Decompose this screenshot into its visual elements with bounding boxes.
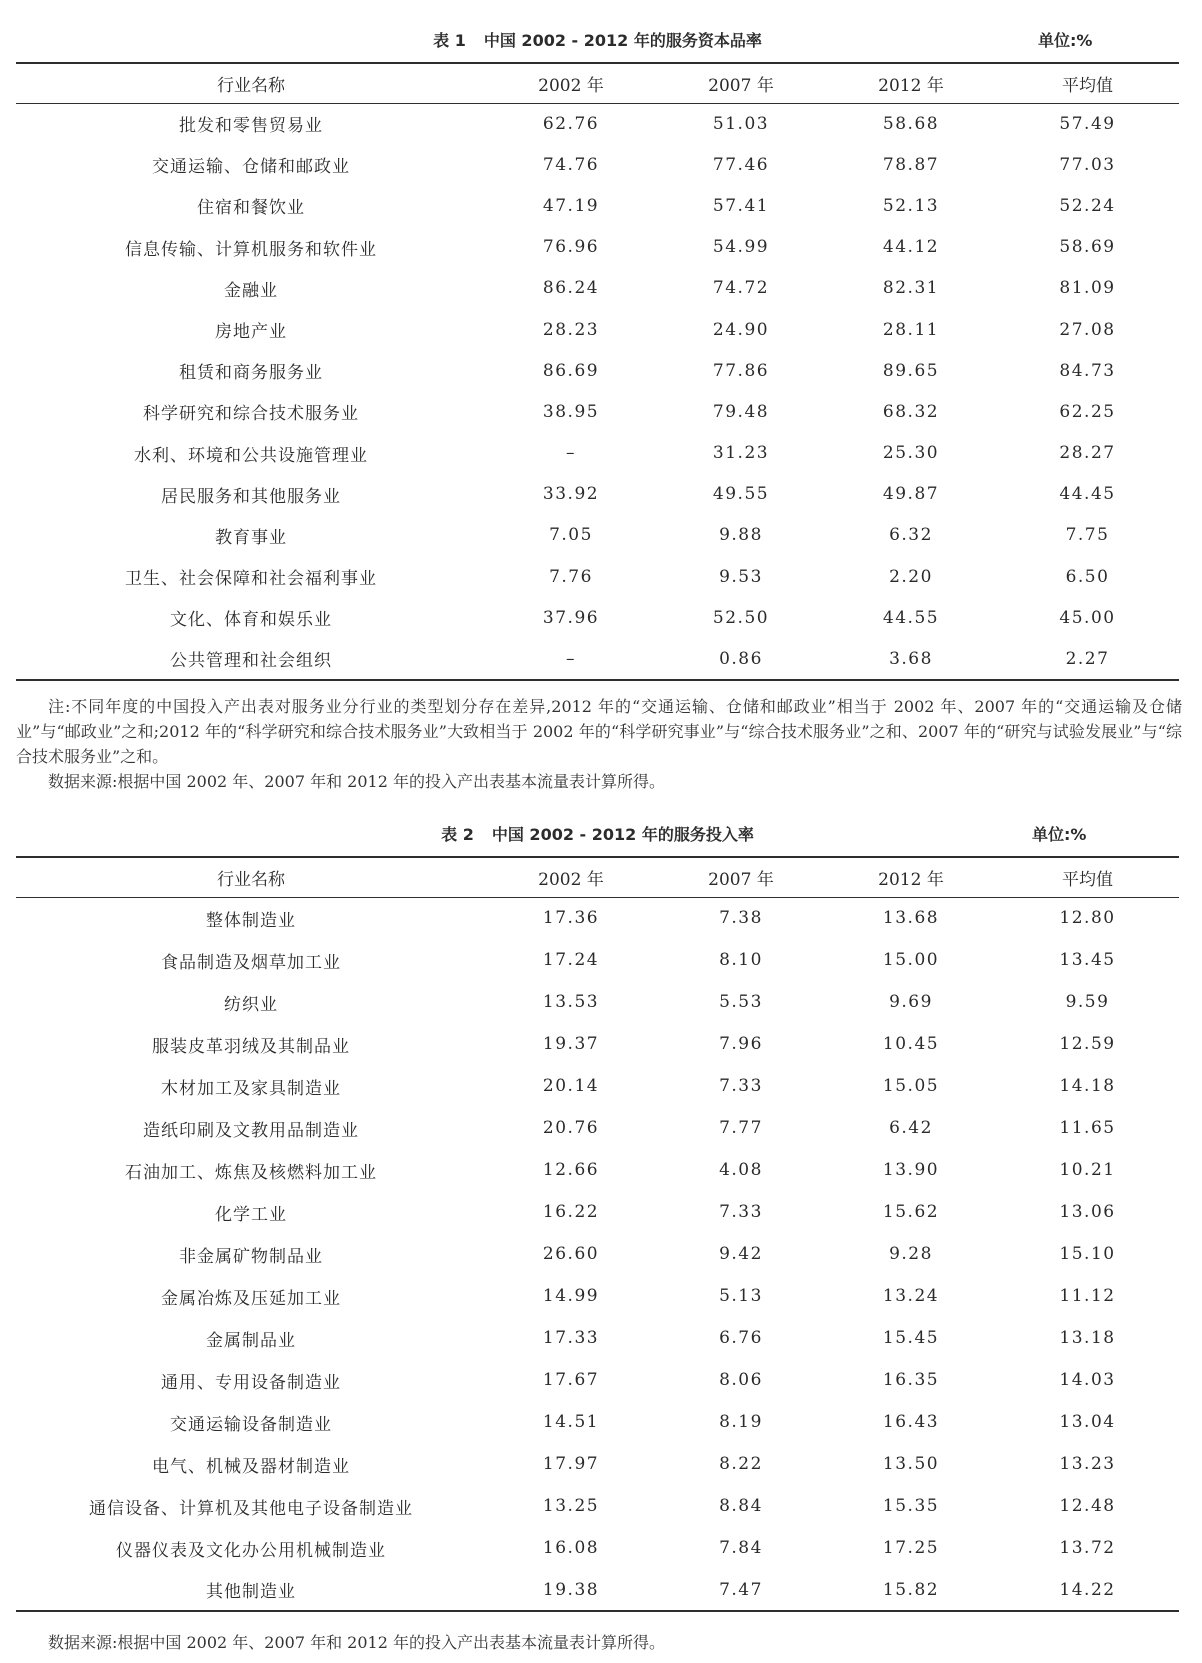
value-cell: 74.76 — [542, 154, 600, 175]
value-cell: 44.45 — [1059, 484, 1116, 505]
table-row — [16, 1527, 1179, 1569]
table2-body — [16, 897, 1179, 1611]
value-cell: 16.22 — [542, 1202, 600, 1222]
value-cell: 82.31 — [882, 278, 940, 299]
value-cell: 62.76 — [542, 113, 600, 134]
value-cell: 5.53 — [719, 992, 763, 1012]
value-cell: 6.76 — [719, 1328, 763, 1348]
table-row — [16, 350, 1179, 391]
value-cell: 15.10 — [1059, 1244, 1116, 1264]
value-cell: 16.43 — [882, 1412, 940, 1432]
table-row — [16, 309, 1179, 350]
value-cell: 11.65 — [1059, 1118, 1116, 1138]
industry-name-cell: 租赁和商务服务业 — [179, 363, 323, 384]
value-cell: 12.48 — [1059, 1496, 1116, 1516]
table1 — [16, 62, 1179, 681]
table-row — [16, 268, 1179, 309]
industry-name-cell: 通用、专用设备制造业 — [161, 1372, 341, 1393]
value-cell: 13.68 — [882, 908, 940, 929]
table-row — [16, 144, 1179, 185]
value-cell: 81.09 — [1059, 278, 1116, 299]
industry-name-cell: 文化、体育和娱乐业 — [170, 610, 332, 631]
value-cell: 76.96 — [542, 237, 600, 258]
value-cell: 7.47 — [656, 1569, 826, 1611]
column-header: 2002 年 — [486, 63, 656, 103]
table1-number: 表 1 — [433, 31, 466, 50]
value-cell: 12.59 — [1059, 1034, 1116, 1054]
value-cell: 8.19 — [719, 1412, 763, 1432]
value-cell: 19.38 — [486, 1569, 656, 1611]
table-row — [16, 1443, 1179, 1485]
value-cell: 10.21 — [1059, 1160, 1116, 1180]
table-row — [16, 103, 1179, 144]
value-cell: 15.05 — [882, 1076, 940, 1096]
value-cell: 44.12 — [882, 237, 940, 258]
value-cell: 49.55 — [712, 484, 770, 505]
industry-name-cell: 其他制造业 — [16, 1569, 486, 1611]
table2-title-line — [16, 820, 1179, 850]
table-row — [16, 1149, 1179, 1191]
value-cell: 14.22 — [996, 1569, 1179, 1611]
value-cell: 9.69 — [889, 992, 933, 1012]
industry-name-cell: 通信设备、计算机及其他电子设备制造业 — [89, 1498, 413, 1519]
value-cell: 89.65 — [882, 360, 940, 381]
industry-name-cell: 金属制品业 — [206, 1330, 296, 1351]
value-cell: 9.53 — [719, 566, 763, 587]
industry-name-cell: 非金属矿物制品业 — [179, 1246, 323, 1267]
value-cell: 33.92 — [542, 484, 600, 505]
value-cell: 17.97 — [542, 1454, 600, 1474]
value-cell: 7.33 — [719, 1076, 763, 1096]
value-cell: 11.12 — [1059, 1286, 1116, 1306]
table-row — [16, 474, 1179, 515]
value-cell: 4.08 — [719, 1160, 763, 1180]
table1-caption — [16, 26, 1179, 56]
industry-name-cell: 造纸印刷及文教用品制造业 — [143, 1120, 359, 1141]
value-cell: – — [486, 638, 656, 679]
table1-title-line — [16, 26, 1179, 56]
value-cell: 58.68 — [882, 113, 940, 134]
value-cell: 13.45 — [1059, 950, 1116, 970]
table-row — [16, 638, 1179, 679]
industry-name-cell: 食品制造及烟草加工业 — [161, 952, 341, 973]
column-header: 行业名称 — [16, 63, 486, 103]
table-row — [16, 981, 1179, 1023]
value-cell: 20.76 — [542, 1118, 600, 1138]
value-cell: 28.11 — [882, 319, 940, 340]
value-cell: 49.87 — [882, 484, 940, 505]
value-cell: 8.84 — [719, 1496, 763, 1516]
industry-name-cell: 教育事业 — [215, 527, 287, 548]
value-cell: 54.99 — [712, 237, 770, 258]
column-header: 行业名称 — [16, 857, 486, 897]
industry-name-cell: 金融业 — [224, 280, 278, 301]
value-cell: 79.48 — [712, 401, 770, 422]
table1-title: 中国 2002 - 2012 年的服务资本品率 — [483, 31, 762, 50]
value-cell: 86.69 — [542, 360, 600, 381]
table-row — [16, 1317, 1179, 1359]
column-header: 2012 年 — [826, 857, 996, 897]
table2-number: 表 2 — [441, 825, 474, 844]
table-row — [16, 597, 1179, 638]
value-cell: 52.50 — [712, 607, 770, 628]
value-cell: 26.60 — [542, 1244, 600, 1264]
column-header: 2007 年 — [656, 857, 826, 897]
value-cell: 8.06 — [719, 1370, 763, 1390]
value-cell: 7.77 — [719, 1118, 763, 1138]
value-cell: 13.23 — [1059, 1454, 1116, 1474]
value-cell: 3.68 — [826, 638, 996, 679]
table-row — [16, 1401, 1179, 1443]
value-cell: 16.08 — [542, 1538, 600, 1558]
industry-name-cell: 金属冶炼及压延加工业 — [161, 1288, 341, 1309]
value-cell: 13.72 — [1059, 1538, 1116, 1558]
industry-name-cell: 水利、环境和公共设施管理业 — [134, 445, 368, 466]
value-cell: 12.80 — [1059, 908, 1116, 929]
value-cell: 68.32 — [882, 401, 940, 422]
table-row — [16, 1107, 1179, 1149]
value-cell: 13.18 — [1059, 1328, 1116, 1348]
value-cell: 0.86 — [656, 638, 826, 679]
value-cell: 15.35 — [882, 1496, 940, 1516]
value-cell: 78.87 — [882, 154, 940, 175]
value-cell: 16.35 — [882, 1370, 940, 1390]
table2-header-row — [16, 857, 1179, 897]
value-cell: 9.59 — [1065, 992, 1110, 1012]
value-cell: 13.06 — [1059, 1202, 1116, 1222]
industry-name-cell: 房地产业 — [215, 322, 287, 343]
table-row — [16, 433, 1179, 474]
value-cell: 9.42 — [719, 1244, 763, 1264]
column-header: 平均值 — [996, 63, 1179, 103]
value-cell: 15.62 — [882, 1202, 940, 1222]
industry-name-cell: 电气、机械及器材制造业 — [152, 1456, 350, 1477]
table2-notes — [16, 1630, 1182, 1655]
value-cell: 17.36 — [542, 908, 600, 929]
value-cell: 7.38 — [719, 908, 763, 929]
table-row — [16, 1065, 1179, 1107]
value-cell: 13.53 — [542, 992, 600, 1012]
table2-title: 中国 2002 - 2012 年的服务投入率 — [491, 825, 754, 844]
value-cell: 6.42 — [889, 1118, 933, 1138]
value-cell: 7.75 — [1065, 525, 1110, 546]
value-cell: 14.51 — [542, 1412, 600, 1432]
value-cell: 52.13 — [882, 195, 940, 216]
table-row — [16, 939, 1179, 981]
value-cell: 8.10 — [719, 950, 763, 970]
value-cell: 84.73 — [1059, 360, 1116, 381]
value-cell: 27.08 — [1059, 319, 1116, 340]
industry-name-cell: 住宿和餐饮业 — [197, 198, 305, 219]
value-cell: 17.67 — [542, 1370, 600, 1390]
table1-note: 注:不同年度的中国投入产出表对服务业分行业的类型划分存在差异,2012 年的“交通运输、仓储和邮政业”相当于 2002 年、2007 年的“交通运输及仓储业”与“邮政业”之和;2012 年的“科学研究和综合技术服务业”大致相当于 2002 年的“科学研究事业”与“综合技术服务业”之和、2007 年的“研究与试验发展业”与“综合技术服务业”之和。 — [16, 697, 1182, 766]
value-cell: 6.32 — [889, 525, 933, 546]
value-cell: 13.50 — [882, 1454, 940, 1474]
industry-name-cell: 批发和零售贸易业 — [179, 116, 323, 137]
value-cell: 19.37 — [542, 1034, 600, 1054]
table-row — [16, 515, 1179, 556]
industry-name-cell: 卫生、社会保障和社会福利事业 — [125, 569, 377, 590]
value-cell: 15.45 — [882, 1328, 940, 1348]
value-cell: 5.13 — [719, 1286, 763, 1306]
industry-name-cell: 化学工业 — [215, 1204, 287, 1225]
table-row — [16, 1359, 1179, 1401]
value-cell: 17.25 — [882, 1538, 940, 1558]
value-cell: 28.27 — [1059, 443, 1116, 464]
industry-name-cell: 交通运输、仓储和邮政业 — [152, 157, 350, 178]
value-cell: 31.23 — [712, 443, 770, 464]
value-cell: 77.86 — [712, 360, 770, 381]
value-cell: 2.27 — [996, 638, 1179, 679]
value-cell: 6.50 — [1065, 566, 1110, 587]
value-cell: 9.88 — [719, 525, 763, 546]
value-cell: 74.72 — [712, 278, 770, 299]
column-header: 2007 年 — [656, 63, 826, 103]
table-row — [16, 391, 1179, 432]
value-cell: 7.76 — [549, 566, 593, 587]
table-row — [16, 556, 1179, 597]
table-row — [16, 185, 1179, 226]
table1-body — [16, 103, 1179, 680]
value-cell: 44.55 — [882, 607, 940, 628]
table2-unit: 单位:% — [1032, 825, 1087, 844]
table1-unit: 单位:% — [1038, 31, 1093, 50]
value-cell: 77.46 — [712, 154, 770, 175]
value-cell: 20.14 — [542, 1076, 600, 1096]
value-cell: 8.22 — [719, 1454, 763, 1474]
value-cell: 52.24 — [1059, 195, 1116, 216]
industry-name-cell: 石油加工、炼焦及核燃料加工业 — [125, 1162, 377, 1183]
value-cell: 7.05 — [549, 525, 593, 546]
table-row — [16, 1191, 1179, 1233]
value-cell: – — [566, 443, 576, 464]
value-cell: 10.45 — [882, 1034, 940, 1054]
value-cell: 57.49 — [1059, 113, 1116, 134]
industry-name-cell: 木材加工及家具制造业 — [161, 1078, 341, 1099]
table-row — [16, 1275, 1179, 1317]
value-cell: 13.25 — [542, 1496, 600, 1516]
industry-name-cell: 居民服务和其他服务业 — [161, 486, 341, 507]
value-cell: 17.24 — [542, 950, 600, 970]
value-cell: 45.00 — [1059, 607, 1116, 628]
value-cell: 57.41 — [712, 195, 770, 216]
column-header: 2002 年 — [486, 857, 656, 897]
value-cell: 58.69 — [1059, 237, 1116, 258]
industry-name-cell: 信息传输、计算机服务和软件业 — [125, 239, 377, 260]
table-row — [16, 227, 1179, 268]
value-cell: 9.28 — [889, 1244, 933, 1264]
column-header: 2012 年 — [826, 63, 996, 103]
value-cell: 7.96 — [719, 1034, 763, 1054]
value-cell: 14.03 — [1059, 1370, 1116, 1390]
value-cell: 47.19 — [542, 195, 600, 216]
table-row — [16, 897, 1179, 939]
value-cell: 37.96 — [542, 607, 600, 628]
value-cell: 77.03 — [1059, 154, 1116, 175]
value-cell: 38.95 — [542, 401, 600, 422]
value-cell: 15.82 — [826, 1569, 996, 1611]
value-cell: 2.20 — [889, 566, 933, 587]
value-cell: 12.66 — [542, 1160, 600, 1180]
column-header: 平均值 — [996, 857, 1179, 897]
industry-name-cell: 交通运输设备制造业 — [170, 1414, 332, 1435]
industry-name-cell: 仪器仪表及文化办公用机械制造业 — [116, 1540, 386, 1561]
industry-name-cell: 科学研究和综合技术服务业 — [143, 404, 359, 425]
industry-name-cell: 服装皮革羽绒及其制品业 — [152, 1036, 350, 1057]
value-cell: 7.33 — [719, 1202, 763, 1222]
value-cell: 14.18 — [1059, 1076, 1116, 1096]
value-cell: 13.04 — [1059, 1412, 1116, 1432]
value-cell: 14.99 — [542, 1286, 600, 1306]
value-cell: 17.33 — [542, 1328, 600, 1348]
industry-name-cell: 整体制造业 — [206, 910, 296, 931]
table1-header-row — [16, 63, 1179, 103]
table-row — [16, 1569, 1179, 1611]
value-cell: 24.90 — [712, 319, 770, 340]
industry-name-cell: 公共管理和社会组织 — [16, 638, 486, 679]
table-row — [16, 1485, 1179, 1527]
value-cell: 7.84 — [719, 1538, 763, 1558]
value-cell: 28.23 — [542, 319, 600, 340]
table2-caption — [16, 820, 1179, 850]
value-cell: 13.24 — [882, 1286, 940, 1306]
value-cell: 86.24 — [542, 278, 600, 299]
industry-name-cell: 纺织业 — [224, 994, 278, 1015]
table1-notes — [16, 694, 1182, 794]
value-cell: 62.25 — [1059, 401, 1116, 422]
table-row — [16, 1233, 1179, 1275]
value-cell: 25.30 — [882, 443, 940, 464]
table1-source: 数据来源:根据中国 2002 年、2007 年和 2012 年的投入产出表基本流量表计算所得。 — [48, 772, 665, 791]
table2 — [16, 856, 1179, 1612]
value-cell: 15.00 — [882, 950, 940, 970]
table2-source: 数据来源:根据中国 2002 年、2007 年和 2012 年的投入产出表基本流量表计算所得。 — [48, 1633, 665, 1652]
table-row — [16, 1023, 1179, 1065]
value-cell: 13.90 — [882, 1160, 940, 1180]
value-cell: 51.03 — [712, 113, 770, 134]
